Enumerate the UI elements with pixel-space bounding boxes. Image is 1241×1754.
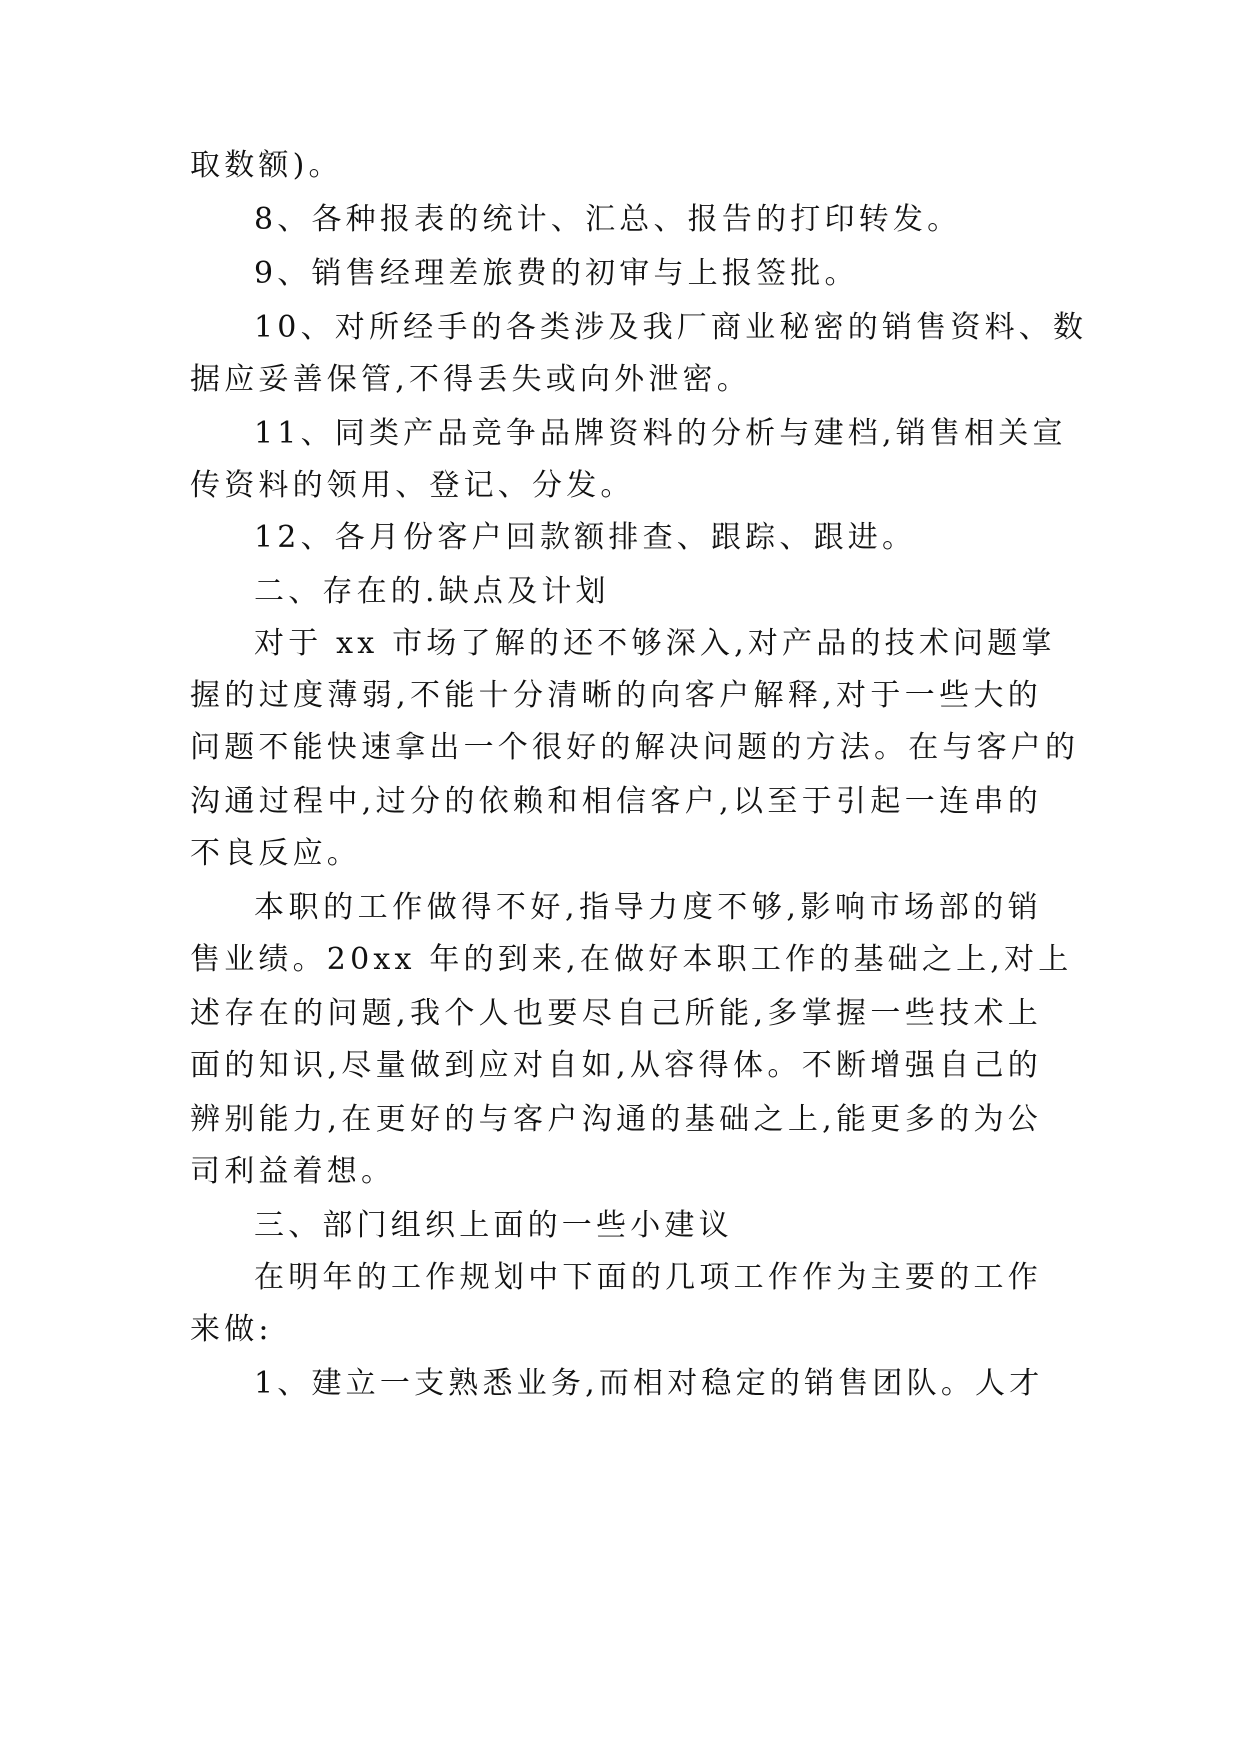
paragraph-line: 沟通过程中,过分的依赖和相信客户,以至于引起一连串的 [190,784,1042,819]
paragraph-line: 面的知识,尽量做到应对自如,从容得体。不断增强自己的 [190,1048,1042,1083]
list-item-10: 10、对所经手的各类涉及我厂商业秘密的销售资料、数 [254,310,1088,345]
list-item-11: 11、同类产品竞争品牌资料的分析与建档,销售相关宣 [254,416,1067,451]
paragraph-line: 述存在的问题,我个人也要尽自己所能,多掌握一些技术上 [190,996,1042,1031]
paragraph-line: 本职的工作做得不好,指导力度不够,影响市场部的销 [254,890,1042,925]
paragraph-line: 不良反应。 [190,836,361,871]
paragraph-line: 来做: [190,1312,273,1347]
list-item-8: 8、各种报表的统计、汇总、报告的打印转发。 [254,202,962,237]
paragraph-line: 对于 xx 市场了解的还不够深入,对产品的技术问题掌 [254,626,1056,661]
paragraph-line: 司利益着想。 [190,1154,396,1189]
paragraph-line: 据应妥善保管,不得丢失或向外泄密。 [190,362,751,397]
section-heading-2: 二、存在的.缺点及计划 [254,574,610,609]
paragraph-line: 握的过度薄弱,不能十分清晰的向客户解释,对于一些大的 [190,678,1042,713]
paragraph-line: 问题不能快速拿出一个很好的解决问题的方法。在与客户的 [190,730,1080,765]
paragraph-line: 传资料的领用、登记、分发。 [190,468,635,503]
list-item-12: 12、各月份客户回款额排查、跟踪、跟进。 [254,520,917,555]
paragraph-line: 售业绩。20xx 年的到来,在做好本职工作的基础之上,对上 [190,942,1073,977]
paragraph-line: 取数额)。 [190,148,343,183]
paragraph-line: 辨别能力,在更好的与客户沟通的基础之上,能更多的为公 [190,1102,1042,1137]
list-item-1: 1、建立一支熟悉业务,而相对稳定的销售团队。人才 [254,1366,1044,1401]
list-item-9: 9、销售经理差旅费的初审与上报签批。 [254,256,859,291]
paragraph-line: 在明年的工作规划中下面的几项工作作为主要的工作 [254,1260,1042,1295]
section-heading-3: 三、部门组织上面的一些小建议 [254,1208,733,1243]
